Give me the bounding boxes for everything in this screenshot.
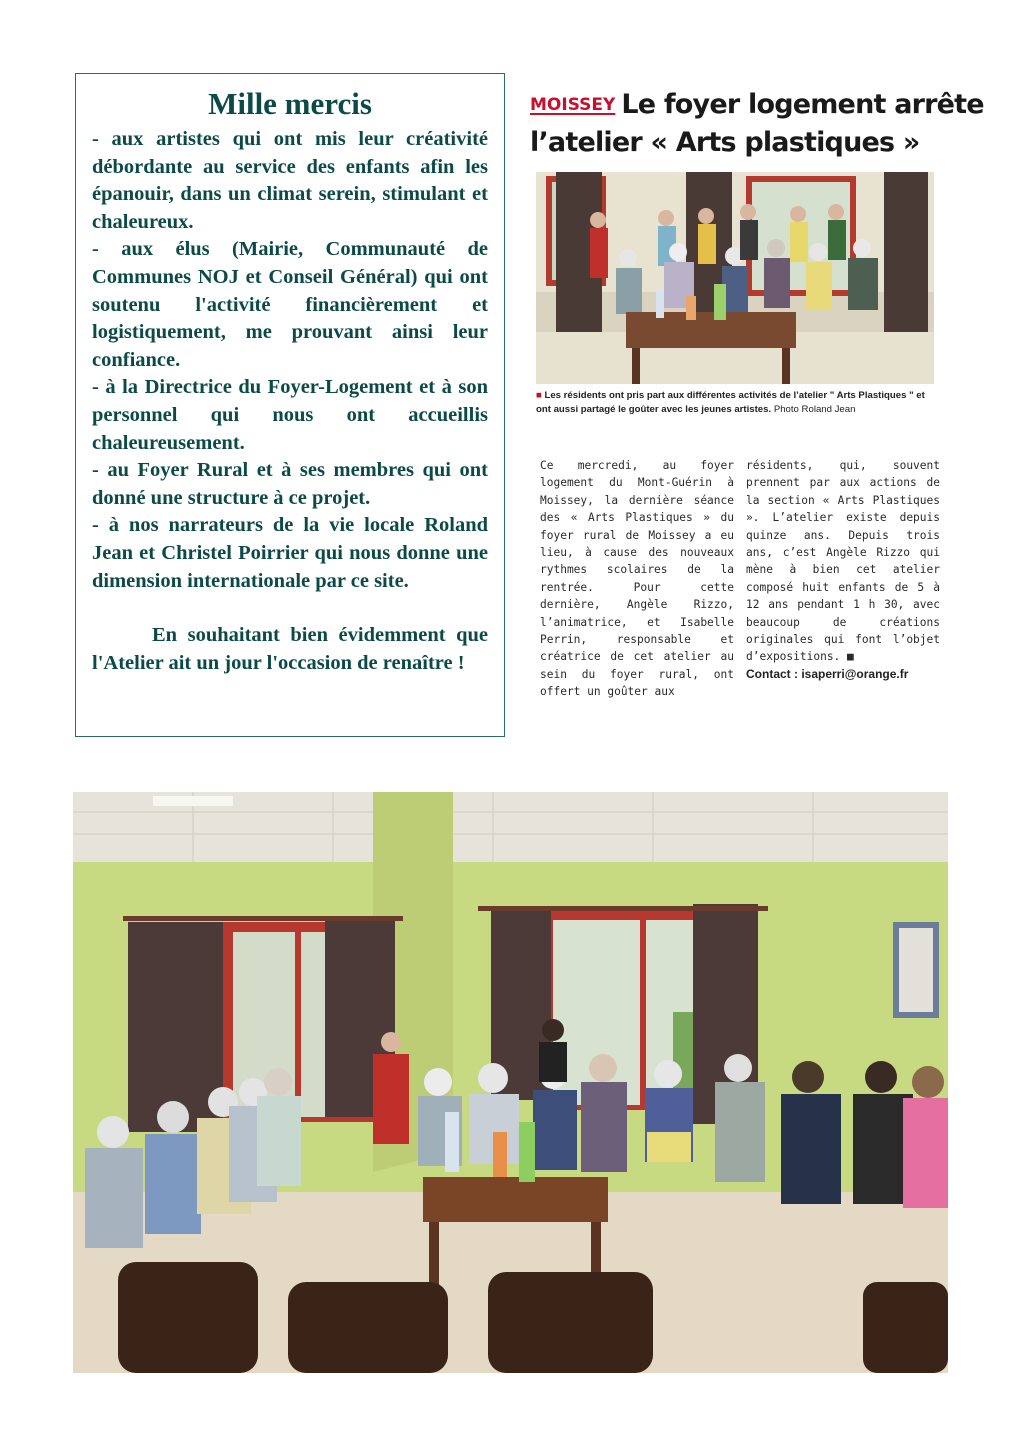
caption-text: Les résidents ont pris part aux différentes activités de l’atelier " Arts Plastiques " et ont aussi partagé le goûter avec les jeunes artistes. (536, 390, 925, 415)
article-place: MOISSEY (530, 95, 616, 115)
caption-credit: Photo Roland Jean (773, 403, 856, 415)
article-photo (536, 172, 934, 384)
thanks-box (75, 73, 505, 737)
headline-line-1: Le foyer logement arrête (621, 89, 984, 120)
article-headline (530, 86, 984, 162)
thanks-line-narrators: - à nos narrateurs de la vie locale Roland Jean et Christel Poirrier qui nous donne une dimension internationale par ce site. (92, 514, 488, 592)
group-photo-illustration (73, 792, 948, 1373)
thanks-line-elected: - aux élus (Mairie, Communauté de Communes NOJ et Conseil Général) qui ont soutenu l'activité financièrement et logistiquement, me prouvant ainsi leur confiance. (92, 238, 488, 371)
thanks-title: Mille mercis (208, 86, 372, 121)
thanks-line-artists: - aux artistes qui ont mis leur créativité débordante au service des enfants afin les épanouir, dans un climat serein, stimulant et chaleureux. (92, 128, 488, 233)
group-photo (73, 792, 948, 1373)
headline-line-2: l’atelier « Arts plastiques » (530, 127, 920, 158)
thanks-line-director: - à la Directrice du Foyer-Logement et à son personnel qui nous ont accueillis chaleureusement. (92, 376, 488, 454)
article-photo-illustration (536, 172, 934, 384)
article-column-right (746, 457, 940, 683)
photo-caption (536, 389, 936, 416)
article-contact: Contact : isaperri@orange.fr (746, 666, 909, 681)
thanks-line-foyer-rural: - au Foyer Rural et à ses membres qui ont donné une structure à ce projet. (92, 459, 488, 509)
article-column-right-text: résidents, qui, souvent prennent par aux actions de la section « Arts Plastiques ». L’atelier existe depuis quinze ans. Depuis trois ans, c’est Angèle Rizzo qui mène à bien cet atelier composé huit enfants de 5 à 12 ans pendant 1 h 30, avec beaucoup de créations originales qui font l’objet d’expositions. ■ (746, 459, 940, 664)
newspaper-clipping (530, 78, 984, 699)
article-column-left: Ce mercredi, au foyer logement du Mont-Guérin à Moissey, la dernière séance des « Arts Plastiques » du foyer rural de Moissey a eu lieu, à cause des nouveaux rythmes scolaires de la rentrée. Pour cette dernière, Angèle Rizzo, l’animatrice, et Isabelle Perrin, responsable et créatrice de cet atelier au sein du foyer rural, ont offert un goûter aux (540, 459, 734, 699)
thanks-closing: En souhaitant bien évidemment que l'Atelier ait un jour l'occasion de renaître ! (92, 624, 488, 674)
caption-bullet-icon: ■ (536, 390, 545, 401)
